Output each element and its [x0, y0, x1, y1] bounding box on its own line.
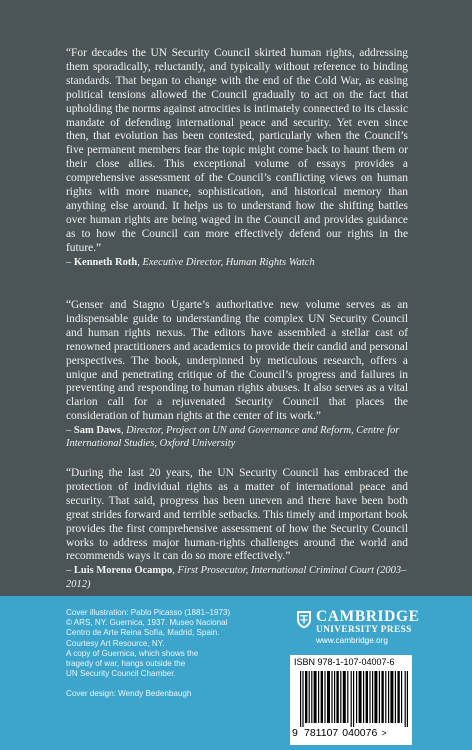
- endorser-role: , Executive Director, Human Rights Watch: [137, 256, 315, 268]
- publisher-url: www.cambridge.org: [316, 636, 388, 645]
- endorsements: [66, 47, 408, 590]
- endorsement-attribution: [66, 256, 408, 269]
- credit-line: Centro de Arte Reina Sofía, Madrid, Spain.: [66, 628, 220, 638]
- credit-line: © ARS, NY. Guernica, 1937. Museo Nacional: [66, 618, 228, 628]
- endorsement-text: “Genser and Stagno Ugarte’s authoritative new volume serves as an indispensable guide to understanding the complex UN Security Council and human rights nexus. The editors have assembled a stellar cast of renowned practitioners and academics to provide their candid and personal perspectives. The book, underpinned by meticulous research, offers a unique and penetrating critique of the Council’s progress and failures in preventing and responding to human rights abuses. It also serves as a vital clarion call for a rejuvenated Security Council that places the consideration of human rights at the center of its work.”: [66, 299, 408, 423]
- isbn-barcode-box: [290, 655, 412, 745]
- endorser-role: , Director, Project on UN and Governance and Reform, Centre for International Studies, Oxford University: [66, 425, 400, 450]
- endorsement-daws: [66, 299, 408, 451]
- credit-line: Courtesy Art Resource, NY.: [66, 638, 165, 648]
- endorser-name: Sam Daws: [73, 425, 121, 437]
- shield-icon: [296, 610, 312, 629]
- bottom-band: [0, 596, 472, 750]
- cover-credits: [66, 608, 246, 700]
- publisher-subtitle: UNIVERSITY PRESS: [316, 625, 412, 635]
- endorsement-text: “For decades the UN Security Council skirted human rights, addressing them sporadically, reluctantly, and typically without reference to binding standards. That began to change with the end of the Cold War, as easing political tensions allowed the Council gradually to act on the fact that upholding the norms against atrocities is intimately connected to its classic mandate of defending international peace and security. Yet even since then, that evolution has been contested, particularly when the Council’s five permanent members fear the topic might come back to haunt them or their close allies. This exceptional volume of essays provides a comprehensive assessment of the Council’s conflicting views on human rights with more nuance, sophistication, and historical memory than anything else around. It helps us to understand how the shifting battles over human rights are being waged in the Council and provides guidance as to how the Council can more effectively defend our rights in the future.”: [66, 47, 408, 254]
- isbn-label: ISBN 978-1-107-04007-6: [294, 657, 395, 667]
- endorser-name: Kenneth Roth: [73, 256, 138, 268]
- endorsement-attribution: [66, 564, 408, 590]
- barcode-first-digit: 9: [292, 727, 298, 739]
- barcode-digits: [292, 727, 412, 739]
- endorsement-text: “During the last 20 years, the UN Security Council has embraced the protection of individual rights as a matter of international peace and security. That said, progress has been uneven and there have been both great strides forward and terrible setbacks. This timely and important book provides the first comprehensive assessment of how the Security Council works to address major human-rights challenges around the world and recommends ways it can do so more effectively.”: [66, 467, 408, 563]
- credit-line: UN Security Council Chamber.: [66, 669, 176, 679]
- barcode-left-digits: 781107: [304, 727, 339, 739]
- attribution-dash: –: [66, 565, 74, 577]
- endorsement-ocampo: [66, 467, 408, 591]
- attribution-dash: –: [66, 425, 74, 437]
- attribution-dash: –: [66, 256, 74, 268]
- credit-line: Cover illustration: Pablo Picasso (1881–1973): [66, 608, 231, 617]
- credit-line: A copy of Guernica, which shows the: [66, 648, 199, 658]
- barcode-right-digits: 040076: [342, 727, 378, 739]
- barcode: [300, 671, 408, 727]
- endorsement-attribution: [66, 424, 408, 450]
- endorser-role: , First Prosecutor, International Criminal Court (2003–2012): [66, 565, 407, 590]
- barcode-arrow: >: [381, 728, 387, 738]
- credit-line: tragedy of war, hangs outside the: [66, 659, 186, 669]
- design-credit: Cover design: Wendy Bedenbaugh: [66, 689, 192, 699]
- publisher-name: CAMBRIDGE: [316, 608, 420, 625]
- endorsement-roth: [66, 47, 408, 269]
- endorser-name: Luis Moreno Ocampo: [73, 565, 173, 577]
